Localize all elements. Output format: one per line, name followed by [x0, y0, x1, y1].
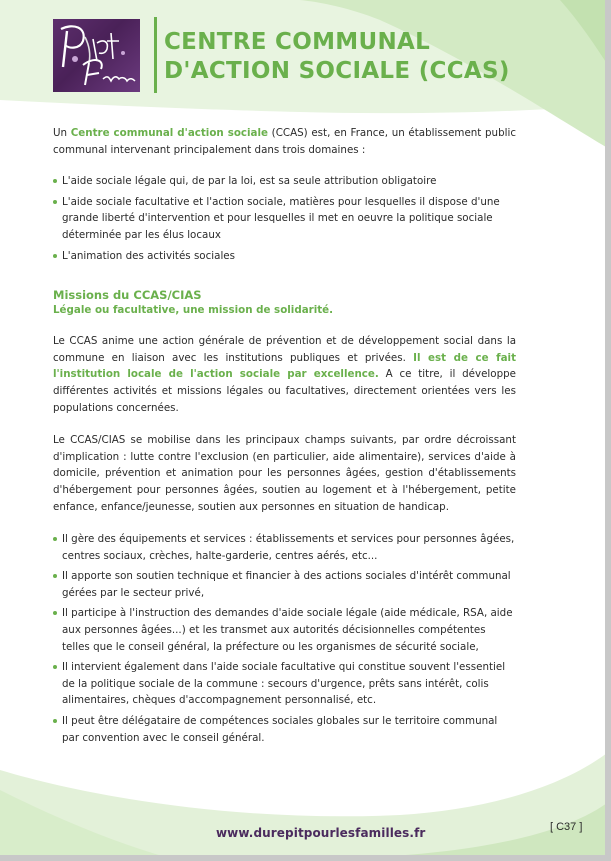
title-line-2: D'ACTION SOCIALE (CCAS) [164, 58, 510, 84]
page-number: [ C37 ] [550, 821, 583, 833]
intro-text-post: (CCAS) est, en France, un établissement public communal intervenant principalement dans trois domaines : [53, 127, 516, 156]
list-item [53, 194, 516, 244]
list-item [53, 605, 516, 655]
logo-emblem [53, 19, 140, 92]
bullet-icon [53, 574, 57, 578]
intro-paragraph [53, 125, 516, 158]
list-item [53, 531, 516, 564]
para1-text-post: A ce titre, il développe différentes activités et missions légales ou facultatives, directement orientées vers les populations concernées. [53, 368, 516, 414]
missions-subtitle: Légale ou facultative, une mission de solidarité. [53, 304, 334, 317]
bullet-icon [53, 537, 57, 541]
footer-website-link[interactable]: www.durepitpourlesfamilles.fr [216, 826, 426, 840]
title-line-1: CENTRE COMMUNAL [164, 29, 431, 55]
list-item [53, 713, 516, 746]
list-item-text: Il peut être délégataire de compétences sociales globales sur le territoire communal par convention avec le conseil général. [62, 715, 498, 744]
missions-list [53, 531, 516, 746]
bullet-icon [53, 179, 57, 183]
list-item-text: Il gère des équipements et services : établissements et services pour personnes âgées, centres sociaux, crèches, halte-garderie, centres aérés, etc... [62, 533, 515, 562]
main-content [53, 125, 516, 746]
list-item-text: L'aide sociale facultative et l'action sociale, matières pour lesquelles il dispose d'une grande liberté d'intervention et pour lesquelles il met en oeuvre la politique sociale déterminée par les élus locaux [62, 195, 500, 241]
missions-paragraph-1 [53, 333, 516, 416]
logo [53, 19, 140, 92]
list-item-text: L'animation des activités sociales [62, 249, 236, 262]
title-accent-bar [154, 17, 157, 93]
list-item [53, 568, 516, 601]
bullet-icon [53, 254, 57, 258]
domains-list [53, 173, 516, 264]
bullet-icon [53, 719, 57, 723]
bullet-icon [53, 200, 57, 204]
intro-text-pre: Un [53, 127, 71, 139]
bullet-icon [53, 611, 57, 615]
list-item-text: Il intervient également dans l'aide sociale facultative qui constitue souvent l'essentiel de la politique sociale de la commune : secours d'urgence, prêts sans intérêt, colis alimentaires, chèques d'accompagnement personnalisé, etc. [62, 661, 506, 707]
list-item [53, 173, 516, 190]
list-item [53, 248, 516, 265]
list-item-text: L'aide sociale légale qui, de par la loi, est sa seule attribution obligatoire [62, 175, 437, 188]
para1-highlight: Il est de ce fait l'institution locale de l'action sociale par excellence. [53, 351, 517, 381]
intro-highlight: Centre communal d'action sociale [70, 127, 269, 139]
missions-title: Missions du CCAS/CIAS [53, 288, 202, 303]
page-title [164, 28, 510, 86]
missions-paragraph-2: Le CCAS/CIAS se mobilise dans les principaux champs suivants, par ordre décroissant d'implication : lutte contre l'exclusion (en particulier, aide alimentaire), services d'aide à domicile, prévention et animation pour les personnes âgées, gestion d'établissements d'hébergement pour personnes âgées, soutien au logement et à l'hébergement, petite enfance, enfance/jeunesse, soutien aux personnes en situation de handicap. [53, 434, 516, 513]
list-item-text: Il apporte son soutien technique et financier à des actions sociales d'intérêt communal gérées par le secteur privé, [62, 570, 511, 599]
para1-text-pre: Le CCAS anime une action générale de prévention et de développement social dans la commune en liaison avec les institutions publiques et privées. [53, 335, 516, 364]
list-item [53, 659, 516, 709]
bullet-icon [53, 665, 57, 669]
list-item-text: Il participe à l'instruction des demandes d'aide sociale légale (aide médicale, RSA, aide aux personnes âgées...) et les transmet aux autorités décisionnelles compétentes telles que le conseil général, la préfecture ou les organismes de sécurité sociale, [62, 607, 513, 653]
